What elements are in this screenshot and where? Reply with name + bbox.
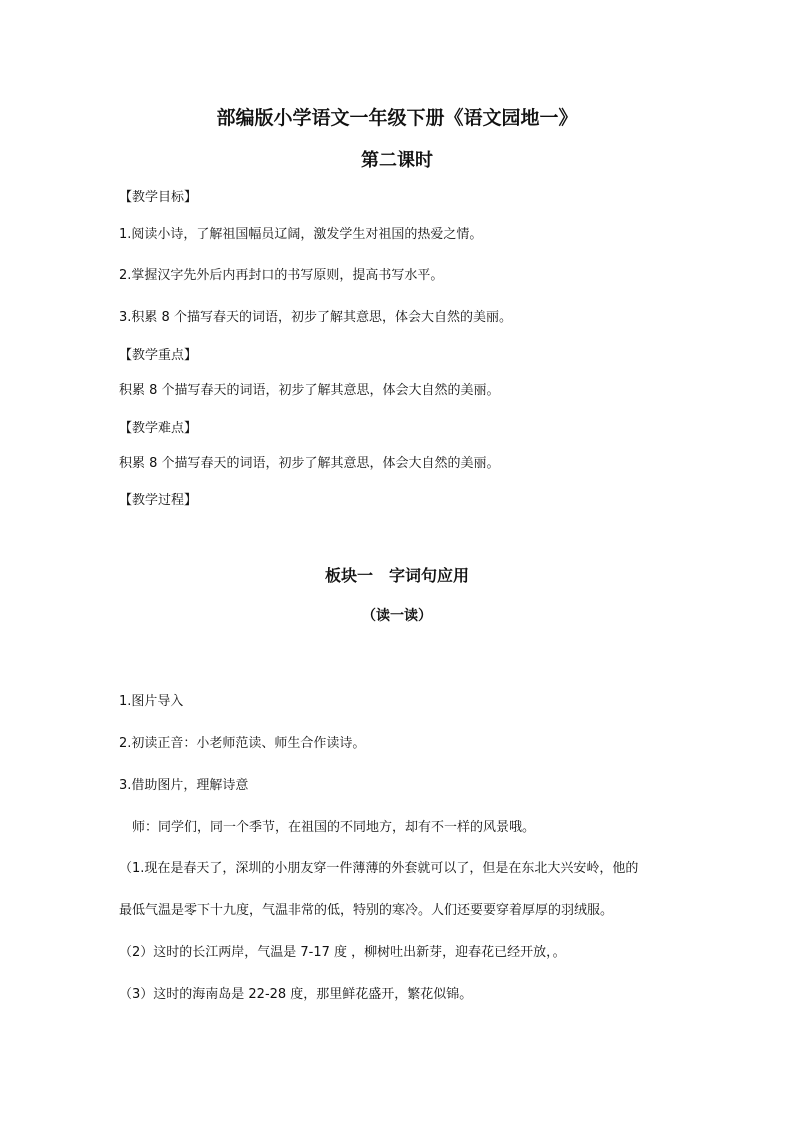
objective-item: 2.掌握汉字先外后内再封口的书写原则，提高书写水平。	[119, 268, 444, 283]
difficulties-heading: 【教学难点】	[119, 421, 198, 436]
step-item: 1.图片导入	[119, 694, 184, 709]
item1-line1: （1.现在是春天了，深圳的小朋友穿一件薄薄的外套就可以了，但是在东北大兴安岭，他的	[119, 861, 639, 876]
objectives-heading: 【教学目标】	[119, 190, 198, 205]
objective-item: 3.积累 8 个描写春天的词语，初步了解其意思，体会大自然的美丽。	[119, 310, 512, 325]
document-title: 部编版小学语文一年级下册《语文园地一》	[216, 107, 578, 129]
objective-item: 1.阅读小诗，了解祖国幅员辽阔，激发学生对祖国的热爱之情。	[119, 227, 483, 242]
section-subtitle: （读一读）	[362, 608, 432, 624]
section-title: 板块一 字词句应用	[324, 566, 469, 585]
difficulties-text: 积累 8 个描写春天的词语，初步了解其意思，体会大自然的美丽。	[119, 456, 500, 471]
document-subtitle: 第二课时	[361, 150, 433, 171]
teacher-intro: 师：同学们，同一个季节，在祖国的不同地方，却有不一样的风景哦。	[119, 820, 536, 835]
item1-line2: 最低气温是零下十九度，气温非常的低，特别的寒冷。人们还要要穿着厚厚的羽绒服。	[119, 903, 614, 918]
step-item: 3.借助图片，理解诗意	[119, 778, 249, 793]
item2: （2）这时的长江两岸，气温是 7-17 度 ，柳树吐出新芽，迎春花已经开放，。	[119, 945, 566, 960]
item3: （3）这时的海南岛是 22-28 度，那里鲜花盛开，繁花似锦。	[119, 987, 473, 1002]
key-points-heading: 【教学重点】	[119, 348, 198, 363]
step-item: 2.初读正音：小老师范读、师生合作读诗。	[119, 736, 366, 751]
key-points-text: 积累 8 个描写春天的词语，初步了解其意思，体会大自然的美丽。	[119, 383, 500, 398]
process-heading: 【教学过程】	[119, 493, 198, 508]
